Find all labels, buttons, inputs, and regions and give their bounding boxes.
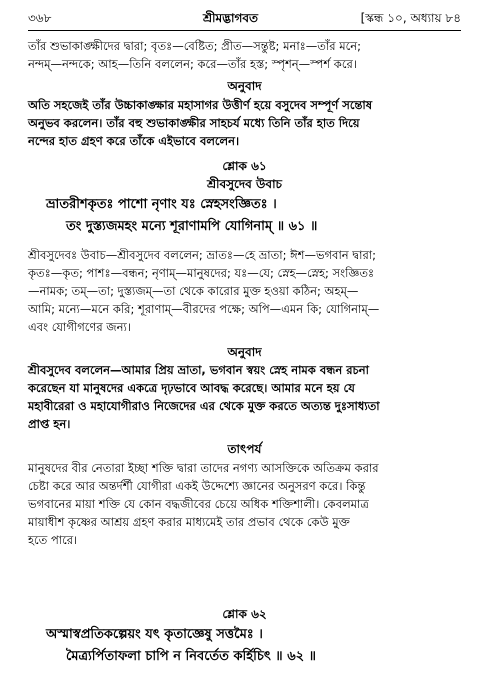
translation-text: [28, 96, 461, 150]
verse-line: ভ্রাতরীশকৃতঃ পাশো নৃণাং যঃ স্নেহসংজ্ঞিতঃ ।: [46, 197, 277, 212]
purport-heading: তাৎপর্য: [227, 442, 262, 456]
synonyms-block: [28, 246, 461, 336]
sloka-heading: শ্লোক ৬১: [222, 159, 267, 173]
purport-line: মানুষদের বীর নেতারা ইচ্ছা শক্তি দ্বারা তাদের নগণ্য আসক্তিকে অতিক্রম করার: [28, 461, 379, 475]
translation-heading: অনুবাদ: [227, 345, 262, 359]
book-title: শ্রীমদ্ভাগবত: [203, 11, 259, 25]
purport-line: মায়াধীশ কৃষ্ণের আশ্রয় গ্রহণ করার মাধ্যমেই তার প্রভাব থেকে কেউ মুক্ত: [28, 515, 350, 529]
page-header: [28, 10, 461, 30]
sloka-heading: শ্লোক ৬২: [222, 607, 267, 621]
translation-text: [28, 361, 461, 433]
synonym-line: তাঁর শুভাকাঙ্ক্ষীদের দ্বারা; বৃতঃ—বেষ্টিত; প্রীত—সন্তুষ্ট; মনাঃ—তাঁর মনে;: [28, 39, 361, 53]
page-number: ৩৬৮: [28, 11, 52, 25]
synonym-line: —নামক; তম্—তা; দুস্ত্যজম্—তা থেকে কারোর মুক্ত হওয়া কঠিন; অহম্—: [28, 284, 359, 298]
purport-line: চেষ্টা করে আর অন্তর্দর্শী যোগীরা একই উদ্দেশ্যে জ্ঞানের অনুসরণ করে। কিন্তু: [28, 479, 366, 493]
synonym-line: আমি; মন্যে—মনে করি; শূরাণাম্—বীরদের পক্ষে; অপি—এমন কি; যোগিনাম্—: [28, 302, 380, 316]
translation-line: শ্রীবসুদেব বললেন—আমার প্রিয় ভ্রাতা, ভগবান স্বয়ং স্নেহ নামক বন্ধন রচনা: [28, 363, 369, 377]
translation-line: প্রাপ্ত হন।: [28, 417, 71, 431]
chapter-reference: [স্কন্ধ ১০, অধ্যায় ৮৪: [360, 11, 461, 25]
verse-line: মৈত্র্যর্পিতাফলা চাপি ন নিবর্তেত কর্হিচিৎ ॥ ৬২ ॥: [66, 649, 316, 664]
synonyms-continued: [28, 37, 461, 73]
purport-line: হতে পারে।: [28, 533, 78, 547]
sloka-verse: [28, 194, 461, 238]
verse-line: অস্মাস্বপ্রতিকল্পেয়ং যৎ কৃতাজ্ঞেষু সত্তমৈঃ ।: [46, 627, 263, 642]
verse-line: তং দুস্ত্যজমহং মন্যে শূরাণামপি যোগিনাম্ ॥ ৬১ ॥: [66, 219, 318, 234]
translation-line: অনুভব করলেন। তাঁর বহু শুভাকাঙ্ক্ষীর সাহচর্য মধ্যে তিনি তাঁর হাত দিয়ে: [28, 116, 360, 130]
purport-line: ভগবানের মায়া শক্তি যে কোন বদ্ধজীবের চেয়ে অধিক শক্তিশালী। কেবলমাত্র: [28, 497, 369, 511]
synonym-line: শ্রীবসুদেবঃ উবাচ—শ্রীবসুদেব বললেন; ভ্রাতঃ—হে ভ্রাতা; ঈশ—ভগবান দ্বারা;: [28, 248, 377, 262]
translation-line: মহাবীরেরা ও মহাযোগীরাও নিজেদের এর থেকে মুক্ত করতে অত্যন্ত দুঃসাধ্যতা: [28, 399, 380, 413]
translation-line: অতি সহজেই তাঁর উচ্চাকাঙ্ক্ষার মহাসাগর উত্তীর্ণ হয়ে বসুদেব সম্পূর্ণ সন্তোষ: [28, 98, 373, 112]
translation-heading: অনুবাদ: [227, 79, 262, 93]
purport-text: [28, 459, 461, 549]
header-rule: [28, 30, 461, 31]
synonym-line: এবং যোগীগণের জন্য।: [28, 320, 131, 334]
synonym-line: কৃতঃ—কৃত; পাশঃ—বন্ধন; নৃণাম্—মানুষদের; যঃ—যে; স্নেহ—স্নেহ; সংজ্ঞিতঃ: [28, 266, 375, 280]
sloka-verse: [28, 624, 461, 668]
translation-line: করেছেন যা মানুষদের একত্রে দৃঢ়ভাবে আবদ্ধ করেছে। আমার মনে হয় যে: [28, 381, 355, 395]
translation-line: নন্দের হাত গ্রহণ করে তাঁকে এইভাবে বললেন।: [28, 134, 240, 148]
speaker-line: শ্রীবসুদেব উবাচ: [206, 177, 283, 191]
synonym-line: নন্দম্—নন্দকে; আহ—তিনি বললেন; করে—তাঁর হস্ত; স্পৃশন্—স্পর্শ করে।: [28, 57, 357, 71]
